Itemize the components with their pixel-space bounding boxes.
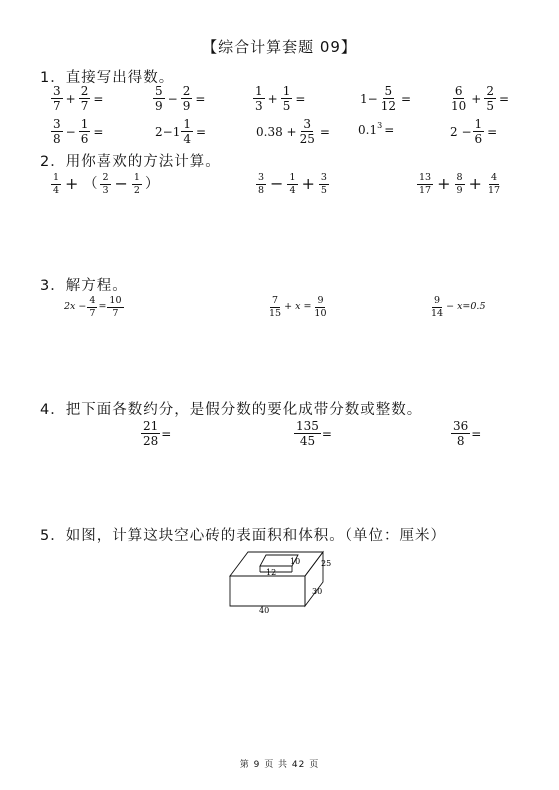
numerator: 4 xyxy=(89,295,96,306)
reduce-problem-1 xyxy=(140,420,171,447)
label-hole-width: 12 xyxy=(266,568,277,577)
operator: + xyxy=(471,91,482,106)
oral-problem-5 xyxy=(448,85,511,112)
denominator: 7 xyxy=(112,307,119,319)
operator: + xyxy=(65,174,79,193)
oral-problem-6 xyxy=(50,118,105,145)
denominator: 45 xyxy=(299,434,316,448)
denominator: 5 xyxy=(320,184,327,196)
equation-1 xyxy=(64,296,125,318)
expression-lead: 0.38 + xyxy=(256,124,297,139)
calc-problem-2 xyxy=(255,173,330,195)
denominator: 7 xyxy=(53,99,61,113)
denominator: 4 xyxy=(289,184,296,196)
numerator: 1 xyxy=(289,172,296,183)
section-5-heading: 5．如图，计算这块空心砖的表面积和体积。（单位：厘米） xyxy=(40,528,446,544)
numerator: 8 xyxy=(456,172,463,183)
numerator: 3 xyxy=(53,117,61,131)
denominator: 8 xyxy=(456,434,465,448)
denominator: 3 xyxy=(102,184,109,196)
operator: − xyxy=(167,91,178,106)
equals-sign: = xyxy=(319,124,330,139)
section-1-heading: 1．直接写出得数。 xyxy=(40,70,175,86)
numerator: 1 xyxy=(474,117,483,131)
oral-problem-2 xyxy=(152,85,207,112)
denominator: 7 xyxy=(80,99,89,113)
equation-middle: + x = xyxy=(284,301,312,313)
numerator: 7 xyxy=(272,295,279,306)
right-paren: ） xyxy=(144,176,159,192)
numerator: 2 xyxy=(102,172,109,183)
operator: + xyxy=(468,174,482,193)
equation-middle: − x=0.5 xyxy=(446,301,486,313)
section-4-heading: 4．把下面各数约分，是假分数的要化成带分数或整数。 xyxy=(40,402,423,418)
denominator: 6 xyxy=(80,132,89,146)
numerator: 2 xyxy=(486,84,494,98)
equals-sign: = xyxy=(93,124,104,139)
operator: − xyxy=(65,124,76,139)
numerator: 3 xyxy=(320,172,327,183)
denominator: 25 xyxy=(299,132,315,146)
denominator: 5 xyxy=(486,99,494,113)
operator: + xyxy=(65,91,76,106)
equals-sign: = xyxy=(321,426,332,441)
denominator: 17 xyxy=(487,184,501,196)
label-height: 25 xyxy=(321,559,332,568)
numerator: 4 xyxy=(490,172,498,183)
left-paren: （ xyxy=(83,176,98,192)
equals-sign: = xyxy=(400,91,412,106)
label-hole-depth: 10 xyxy=(290,557,301,566)
denominator: 3 xyxy=(255,99,263,113)
oral-problem-9 xyxy=(358,121,396,137)
numerator: 13 xyxy=(419,172,432,183)
label-depth: 30 xyxy=(312,587,323,596)
numerator: 5 xyxy=(384,84,393,98)
oral-problem-4 xyxy=(360,85,413,112)
denominator: 15 xyxy=(269,307,282,319)
numerator: 9 xyxy=(434,295,441,306)
numerator: 2 xyxy=(80,84,89,98)
expression-lead: 2 − xyxy=(450,124,472,139)
page-footer: 第 9 页 共 42 页 xyxy=(239,760,320,770)
numerator: 6 xyxy=(454,84,463,98)
numerator: 135 xyxy=(296,419,319,433)
equals-sign: = xyxy=(384,123,395,137)
oral-problem-8 xyxy=(256,118,332,145)
expression-lead: 1− xyxy=(360,91,378,106)
numerator: 2 xyxy=(182,84,191,98)
denominator: 9 xyxy=(155,99,163,113)
section-2-heading: 2．用你喜欢的方法计算。 xyxy=(40,154,221,170)
equals-sign: = xyxy=(93,91,104,106)
equation-2 xyxy=(266,296,330,318)
denominator: 8 xyxy=(258,184,265,196)
hollow-brick-figure xyxy=(220,546,340,616)
numerator: 36 xyxy=(453,419,469,433)
denominator: 5 xyxy=(282,99,291,113)
denominator: 9 xyxy=(182,99,191,113)
operator: − xyxy=(270,174,284,193)
equals-sign: = xyxy=(161,426,172,441)
denominator: 7 xyxy=(89,307,96,319)
denominator: 2 xyxy=(133,184,140,196)
expression-lead: 2−1 xyxy=(155,124,181,139)
denominator: 4 xyxy=(183,132,191,146)
operator: + xyxy=(301,174,315,193)
numerator: 1 xyxy=(80,117,89,131)
equals-sign: = xyxy=(498,91,510,106)
power-exponent: 3 xyxy=(377,121,383,130)
operator: + xyxy=(437,174,451,193)
section-3-heading: 3．解方程。 xyxy=(40,278,128,294)
numerator: 3 xyxy=(53,84,61,98)
operator: − xyxy=(114,174,128,193)
oral-problem-10 xyxy=(450,118,499,145)
reduce-problem-2 xyxy=(293,420,332,447)
equals-sign: = xyxy=(487,124,498,139)
worksheet-title: 【综合计算套题 09】 xyxy=(202,38,357,56)
denominator: 12 xyxy=(380,99,396,113)
denominator: 10 xyxy=(314,307,327,319)
denominator: 10 xyxy=(451,99,467,113)
reduce-problem-3 xyxy=(450,420,481,447)
numerator: 1 xyxy=(53,172,60,183)
numerator: 1 xyxy=(133,172,140,183)
calc-problem-3 xyxy=(416,173,503,195)
oral-problem-3 xyxy=(252,85,307,112)
numerator: 3 xyxy=(303,117,312,131)
numerator: 1 xyxy=(183,117,191,131)
oral-problem-7 xyxy=(155,118,208,145)
numerator: 21 xyxy=(143,419,159,433)
brick-front-face xyxy=(230,576,305,606)
denominator: 28 xyxy=(143,434,159,448)
numerator: 10 xyxy=(109,295,122,306)
equals-sign: = xyxy=(98,301,107,313)
denominator: 14 xyxy=(431,307,444,319)
denominator: 8 xyxy=(53,132,61,146)
equals-sign: = xyxy=(471,426,482,441)
denominator: 6 xyxy=(474,132,483,146)
equation-3 xyxy=(428,296,486,318)
denominator: 9 xyxy=(456,184,463,196)
numerator: 1 xyxy=(255,84,263,98)
denominator: 17 xyxy=(419,184,432,196)
numerator: 9 xyxy=(317,295,324,306)
calc-problem-1 xyxy=(50,173,161,195)
denominator: 4 xyxy=(53,184,60,196)
numerator: 5 xyxy=(155,84,163,98)
expression-lead: 2x − xyxy=(64,301,87,313)
equals-sign: = xyxy=(195,91,206,106)
power-base: 0.1 xyxy=(358,123,378,137)
numerator: 3 xyxy=(258,172,265,183)
operator: + xyxy=(267,91,278,106)
label-length: 40 xyxy=(259,606,270,615)
oral-problem-1 xyxy=(50,85,105,112)
equals-sign: = xyxy=(295,91,306,106)
equals-sign: = xyxy=(195,124,207,139)
numerator: 1 xyxy=(282,84,291,98)
